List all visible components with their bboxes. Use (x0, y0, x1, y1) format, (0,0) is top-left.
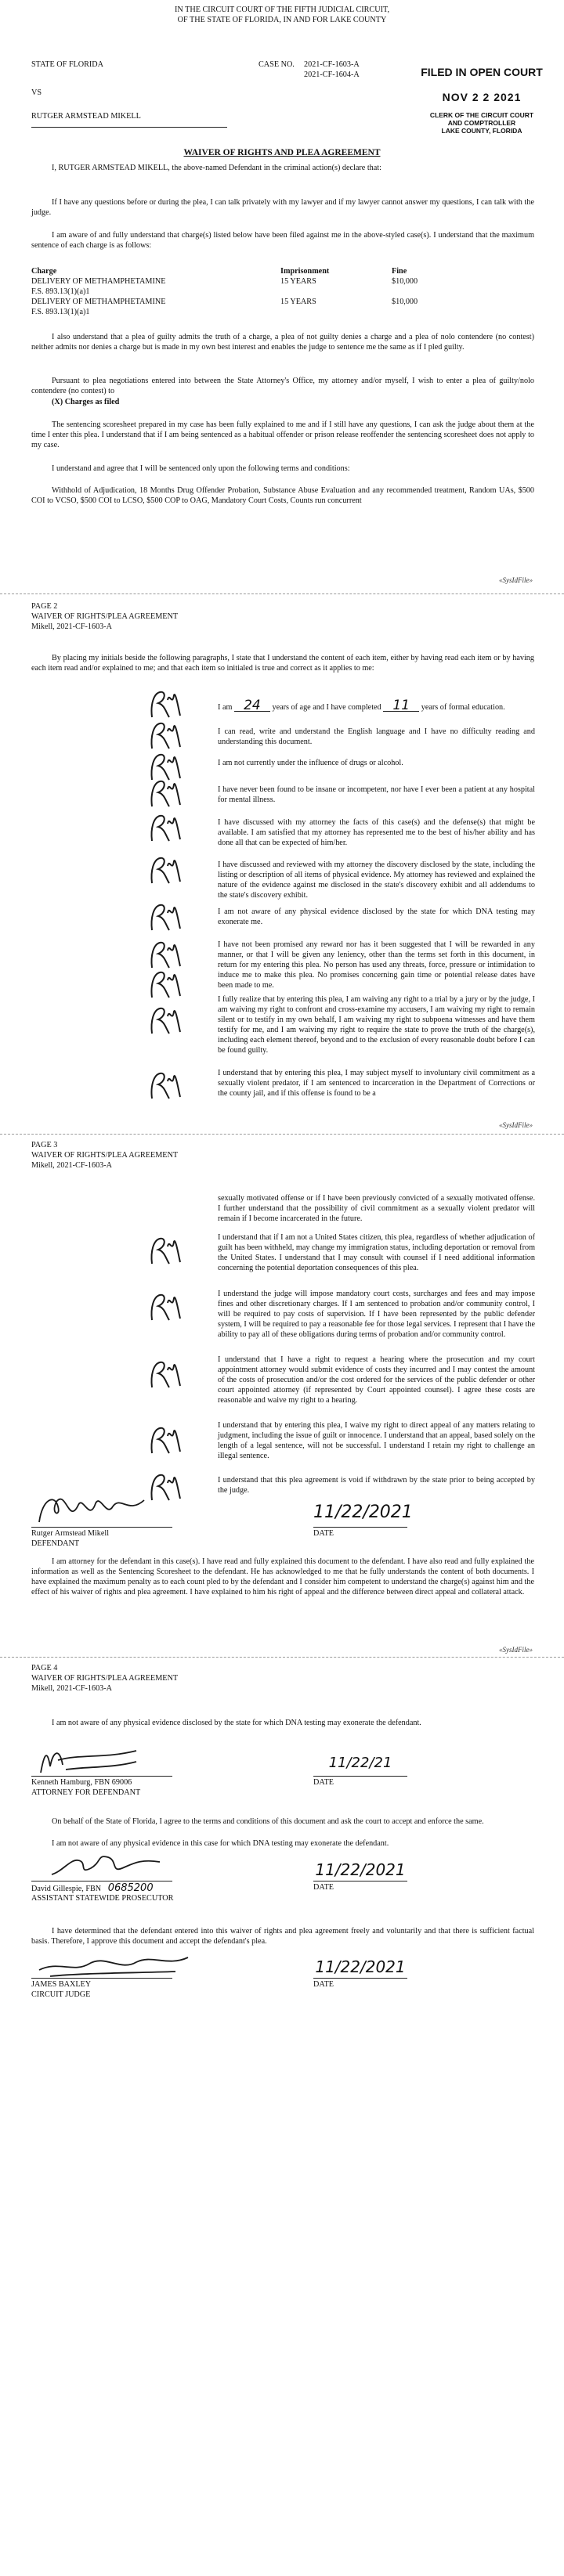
page-divider (0, 1134, 564, 1135)
page-header-case: Mikell, 2021-CF-1603-A (31, 1161, 113, 1170)
attorney-date-line (313, 1776, 407, 1777)
state-agreement-statement: On behalf of the State of Florida, I agree to the terms and conditions of this document and ask the court to accept and enforce the same. (52, 1817, 484, 1826)
initials-instructions: By placing my initials beside the following paragraphs, I state that I understand the content of each item, either by having read each item or by having each item read and/or explained to me; and that each item so initialed is true and correct as it applies to me: (31, 654, 534, 673)
intro-declaration: I, RUTGER ARMSTEAD MIKELL, the above-named Defendant in the criminal action(s) declare that: (52, 164, 381, 172)
attorney-label: ATTORNEY FOR DEFENDANT (31, 1788, 141, 1797)
col-header-charge: Charge (31, 267, 57, 276)
page-header-number: PAGE 2 (31, 602, 58, 611)
item-no-promises: I have not been promised any reward nor has it been suggested that I will be rewarded in any manner, or that I will be given any leniency, other than the terms set forth in this document, in return for my entering this plea. No person has used any threats, force, pressure or intimidation to induce me to make this plea. No promises concerning gain time or potential release dates have been made to me. (218, 940, 535, 990)
page-header-title: WAIVER OF RIGHTS/PLEA AGREEMENT (31, 1674, 179, 1683)
judge-name: JAMES BAXLEY (31, 1980, 92, 1989)
charge-fine: $10,000 (392, 298, 418, 306)
charge-imprisonment: 15 YEARS (280, 277, 316, 286)
paragraph-terms-intro: I understand and agree that I will be sentenced only upon the following terms and conditions: (52, 464, 350, 473)
age-suffix: years of formal education. (421, 703, 505, 712)
initials-signature (146, 1356, 185, 1392)
court-line-1: IN THE CIRCUIT COURT OF THE FIFTH JUDICIAL CIRCUIT, (175, 5, 389, 14)
sysid-footer: «SysIdFile» (499, 576, 533, 584)
judge-label: CIRCUIT JUDGE (31, 1990, 91, 1999)
case-number-1: 2021-CF-1603-A (304, 60, 360, 69)
page-4 (0, 1663, 564, 2571)
page-header-case: Mikell, 2021-CF-1603-A (31, 1684, 113, 1693)
age-value: 24 (234, 700, 270, 712)
filed-stamp (407, 66, 556, 135)
document-title: WAIVER OF RIGHTS AND PLEA AGREEMENT (183, 148, 381, 157)
page-divider (0, 593, 564, 594)
page-header-case: Mikell, 2021-CF-1603-A (31, 622, 113, 631)
charge-imprisonment: 15 YEARS (280, 298, 316, 306)
item-discovery: I have discussed and reviewed with my attorney the discovery disclosed by the state, including the listing or description of all items of physical evidence. My attorney has reviewed and explained the nature of the evidence against me disclosed in the state's discovery exhibit and all addendums to the state's discovery exhibit. (218, 860, 535, 900)
initials-signature (146, 899, 185, 935)
judge-date-label: DATE (313, 1980, 334, 1989)
item-cost-hearing: I understand that I have a right to request a hearing where the prosecution and my court appointment attorney would submit evidence of costs they incurred and I may contest the amount of the costs of prosecution and/or the cost ordered for the services of the public defender or other court appointed attorney (if represented by Court appointed counsel). I agree these costs are reasonable and waive my right to a hearing. (218, 1355, 535, 1405)
page-divider (0, 1657, 564, 1658)
item-attorney-discussion: I have discussed with my attorney the facts of this case(s) and the defense(s) that might be available. I am satisfied that my attorney has represented me to the best of his/her ability and has done all that can be expected of him/her. (218, 818, 535, 848)
age-education-statement (218, 700, 535, 713)
plaintiff: STATE OF FLORIDA (31, 60, 104, 69)
age-prefix: I am (218, 703, 233, 712)
initials-signature (146, 1232, 185, 1268)
initials-signature (146, 852, 185, 888)
paragraph-aware: I am aware of and fully understand that charge(s) listed below have been filed against me in the above-styled case(s). I understand that the maximum sentence of each charge is as follows: (31, 231, 534, 251)
case-label: CASE NO. (258, 60, 295, 69)
item-waive-trial: I fully realize that by entering this plea, I am waiving any right to a trial by a jury or by the judge, I am waiving my right to confront and cross-examine my accusers, I am waiving my right to remain silent or to testify in my own behalf, I am waiving my right to subpoena witnesses and have them testify for me, and I am waiving my right to require the state to prove the truth of the charge(s), including each element thereof, beyond and to the exclusion of every reasonable doubt before I can be found guilty. (218, 995, 535, 1055)
item-dna: I am not aware of any physical evidence disclosed by the state for which DNA testing may exonerate me. (218, 907, 535, 927)
paragraph-questions: If I have any questions before or during the plea, I can talk privately with my lawyer and if my lawyer cannot answer my questions, I can talk with the judge. (31, 198, 534, 218)
item-appeal: I understand that by entering this plea, I waive my right to direct appeal of any matters relating to judgment, including the issue of guilt or innocence. I understand that an appeal, based solely on the length of a legal sentence, will not be successful. I understand I retain my right to challenge an illegal sentence. (218, 1421, 535, 1461)
state-dna-statement: I am not aware of any physical evidence in this case for which DNA testing may exonerate the defendant. (52, 1839, 389, 1848)
initials-signature (146, 1067, 185, 1103)
initials-signature (146, 1289, 185, 1325)
attorney-name: Kenneth Hamburg, FBN 69006 (31, 1778, 132, 1787)
charges-as-filed: (X) Charges as filed (52, 398, 120, 406)
paragraph-plea-meaning: I also understand that a plea of guilty admits the truth of a charge, a plea of not guilty denies a charge and a plea of nolo contendere (no contest) neither admits nor denies a charge but is made in my own best interest and enables the judge to sentence me the same as if I pled guilty. (31, 333, 534, 352)
stamp-title: FILED IN OPEN COURT (421, 66, 543, 78)
sysid-footer: «SysIdFile» (499, 1646, 533, 1654)
judge-signature (34, 1950, 191, 1981)
attorney-signature (34, 1743, 144, 1777)
defendant-date-line (313, 1527, 407, 1528)
versus: VS (31, 88, 42, 97)
civil-commitment-continuation: sexually motivated offense or if I have been previously convicted of a sexually motivated offense. I further understand that the possibility of civil commitment as a sexually violent predator will remain if I become incarcerated in the future. (218, 1194, 535, 1224)
page-header-number: PAGE 4 (31, 1664, 58, 1672)
initials-signature (146, 810, 185, 846)
charge-name: DELIVERY OF METHAMPHETAMINE (31, 277, 166, 286)
paragraph-scoresheet: The sentencing scoresheet prepared in my case has been fully explained to me and if I still have any questions, I can ask the judge about them at the time I enter this plea. I understand that if I am being sentenced as a habitual offender or prison release reoffender the sentencing scoresheet does not apply to my case. (31, 420, 534, 450)
defendant-name: Rutger Armstead Mikell (31, 1529, 110, 1538)
prosecutor-date-label: DATE (313, 1883, 334, 1892)
attorney-date-label: DATE (313, 1778, 334, 1787)
case-number-2: 2021-CF-1604-A (304, 70, 360, 79)
item-immigration: I understand that if I am not a United States citizen, this plea, regardless of whether adjudication of guilt has been withheld, may change my immigration status, including deportation or removal from the United States. I understand that I may consult with counsel if I need additional information concerning the potential deportation consequences of this plea. (218, 1233, 535, 1273)
stamp-date: NOV 2 2 2021 (442, 90, 522, 103)
prosecutor-date: 11/22/2021 (315, 1860, 406, 1879)
initials-signature (146, 966, 185, 1002)
attorney-statement: I am attorney for the defendant in this case(s). I have read and fully explained this document to the defendant. I have also read and fully explained the information as well as the Sentencing Scoresheet to the defendant. He has acknowledged to me that he fully understands the content of both documents. I have explained the maximum penalty as to each count pled to by the defendant and I consider him competent to understand the charge(s) against him and the effect of his waiver of rights and plea agreement. I have explained to him his right of appeal and the difference between direct appeal and collateral attack. (31, 1557, 534, 1597)
attorney-signature-line (31, 1776, 172, 1777)
defendant-date: 11/22/2021 (313, 1503, 413, 1522)
paragraph-negotiations: Pursuant to plea negotiations entered into between the State Attorney's Office, my attorney and/or myself, I wish to enter a plea of guilty/nolo contendere (no contest) to (31, 377, 534, 396)
prosecutor-name-text: David Gillespie, FBN (31, 1885, 102, 1893)
charge-statute: F.S. 893.13(1)(a)1 (31, 308, 90, 316)
col-header-fine: Fine (392, 267, 407, 276)
defendant-signature (34, 1491, 152, 1528)
prosecutor-signature (47, 1851, 164, 1881)
initials-signature (146, 1422, 185, 1458)
caption-line (31, 127, 227, 128)
item-competency: I have never been found to be insane or incompetent, nor have I ever been a patient at any hospital for mental illness. (218, 785, 535, 805)
judge-date: 11/22/2021 (315, 1957, 406, 1976)
page-header-title: WAIVER OF RIGHTS/PLEA AGREEMENT (31, 612, 179, 621)
charge-name: DELIVERY OF METHAMPHETAMINE (31, 298, 166, 306)
page-1 (0, 0, 564, 595)
judge-signature-line (31, 1978, 172, 1979)
paragraph-terms: Withhold of Adjudication, 18 Months Drug Offender Probation, Substance Abuse Evaluation and any recommended treatment, Random UAs, $500 COI to VCSO, $500 COI to LCSO, $500 COP to OAG, Mandatory Court Costs, Counts run concurrent (31, 486, 534, 506)
defendant-caption: RUTGER ARMSTEAD MIKELL (31, 112, 141, 121)
age-middle: years of age and I have completed (272, 703, 381, 712)
item-void: I understand that this plea agreement is void if withdrawn by the state prior to being accepted by the judge. (218, 1476, 535, 1495)
prosecutor-label: ASSISTANT STATEWIDE PROSECUTOR (31, 1894, 174, 1903)
attorney-date: 11/22/21 (328, 1755, 392, 1771)
stamp-line-1: CLERK OF THE CIRCUIT COURT (429, 110, 534, 119)
page-2 (0, 601, 564, 1129)
page-header-title: WAIVER OF RIGHTS/PLEA AGREEMENT (31, 1151, 179, 1160)
page-header-number: PAGE 3 (31, 1141, 58, 1149)
item-court-costs: I understand the judge will impose mandatory court costs, surcharges and fees and may impose fines and other discretionary charges. If I am sentenced to probation and/or community control, I will be required to pay costs of supervision. If I have been represented by the public defender system, I will be required to pay a reasonable fee for those legal services. I represent that I have the ability to pay all of these obligations during terms of probation and/or community control. (218, 1290, 535, 1340)
defendant-signature-line (31, 1527, 172, 1528)
defendant-label: DEFENDANT (31, 1539, 80, 1548)
item-no-influence: I am not currently under the influence of drugs or alcohol. (218, 759, 403, 767)
judge-statement: I have determined that the defendant entered into this waiver of rights and plea agreement freely and voluntarily and that there is sufficient factual basis. Therefore, I approve this document and accept the defendant's plea. (31, 1927, 534, 1946)
charge-fine: $10,000 (392, 277, 418, 286)
initials-signature (146, 1002, 185, 1038)
education-value: 11 (383, 700, 419, 712)
charge-statute: F.S. 893.13(1)(a)1 (31, 287, 90, 296)
sysid-footer: «SysIdFile» (499, 1121, 533, 1129)
stamp-line-2: AND COMPTROLLER (447, 119, 516, 127)
item-civil-commitment: I understand that by entering this plea, I may subject myself to involuntary civil commitment as a sexually violent predator, if I am sentenced to incarceration in the Department of Corrections or the county jail, and if this offense is found to be a (218, 1069, 535, 1099)
defendant-date-label: DATE (313, 1529, 334, 1538)
initials-signature (146, 775, 185, 811)
prosecutor-fbn: 0685200 (107, 1882, 154, 1894)
judge-date-line (313, 1978, 407, 1979)
defense-dna-statement: I am not aware of any physical evidence disclosed by the state for which DNA testing may exonerate the defendant. (52, 1719, 421, 1727)
stamp-line-3: LAKE COUNTY, FLORIDA (441, 127, 522, 135)
col-header-imprisonment: Imprisonment (280, 267, 330, 276)
court-line-2: OF THE STATE OF FLORIDA, IN AND FOR LAKE COUNTY (177, 16, 387, 24)
item-english: I can read, write and understand the English language and I have no difficulty reading and understanding this document. (218, 727, 535, 747)
